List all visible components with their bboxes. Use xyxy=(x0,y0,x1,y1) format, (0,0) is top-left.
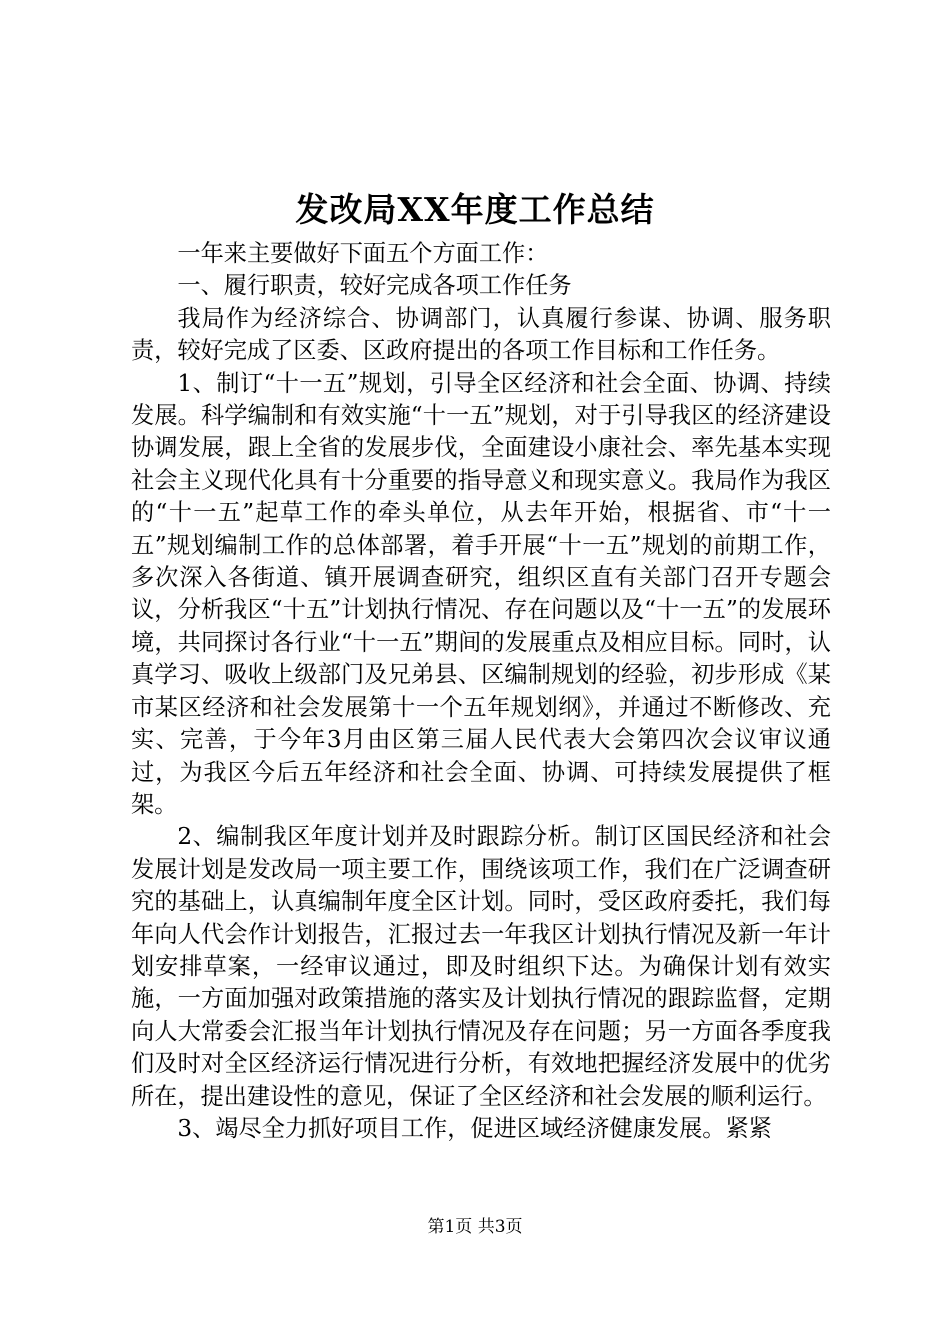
page-number: 第1页 共3页 xyxy=(427,1217,523,1237)
body-paragraph: 1、制订“十一五”规划，引导全区经济和社会全面、协调、持续发展。科学编制和有效实施“十一五”规划，对于引导我区的经济建设协调发展，跟上全省的发展步伐，全面建设小康社会、率先基本实现社会主义现代化具有十分重要的指导意义和现实意义。我局作为我区的“十一五”起草工作的牵头单位，从去年开始，根据省、市“十一五”规划编制工作的总体部署，着手开展“十一五”规划的前期工作，多次深入各街道、镇开展调查研究，组织区直有关部门召开专题会议，分析我区“十五”计划执行情况、存在问题以及“十一五”的发展环境，共同探讨各行业“十一五”期间的发展重点及相应目标。同时，认真学习、吸收上级部门及兄弟县、区编制规划的经验，初步形成《某市某区经济和社会发展第十一个五年规划纲》，并通过不断修改、充实、完善，于今年3月由区第三届人民代表大会第四次会议审议通过，为我区今后五年经济和社会全面、协调、可持续发展提供了框架。 xyxy=(131,369,831,818)
document-title: 发改局XX年度工作总结 xyxy=(295,190,655,229)
body-paragraph: 3、竭尽全力抓好项目工作，促进区域经济健康发展。紧紧 xyxy=(177,1114,772,1142)
body-paragraph: 2、编制我区年度计划并及时跟踪分析。制订区国民经济和社会发展计划是发改局一项主要工作，围绕该项工作，我们在广泛调查研究的基础上，认真编制年度全区计划。同时，受区政府委托，我们每年向人代会作计划报告，汇报过去一年我区计划执行情况及新一年计划安排草案，一经审议通过，即及时组织下达。为确保计划有效实施，一方面加强对政策措施的落实及计划执行情况的跟踪监督，定期向人大常委会汇报当年计划执行情况及存在问题；另一方面各季度我们及时对全区经济运行情况进行分析，有效地把握经济发展中的优劣所在，提出建设性的意见，保证了全区经济和社会发展的顺利运行。 xyxy=(131,823,831,1110)
section-heading: 一、履行职责，较好完成各项工作任务 xyxy=(177,272,572,300)
page-footer xyxy=(0,1215,950,1239)
body-paragraph: 我局作为经济综合、协调部门，认真履行参谋、协调、服务职责，较好完成了区委、区政府提出的各项工作目标和工作任务。 xyxy=(131,304,831,365)
intro-paragraph: 一年来主要做好下面五个方面工作： xyxy=(177,240,549,267)
document-body xyxy=(131,238,831,1145)
